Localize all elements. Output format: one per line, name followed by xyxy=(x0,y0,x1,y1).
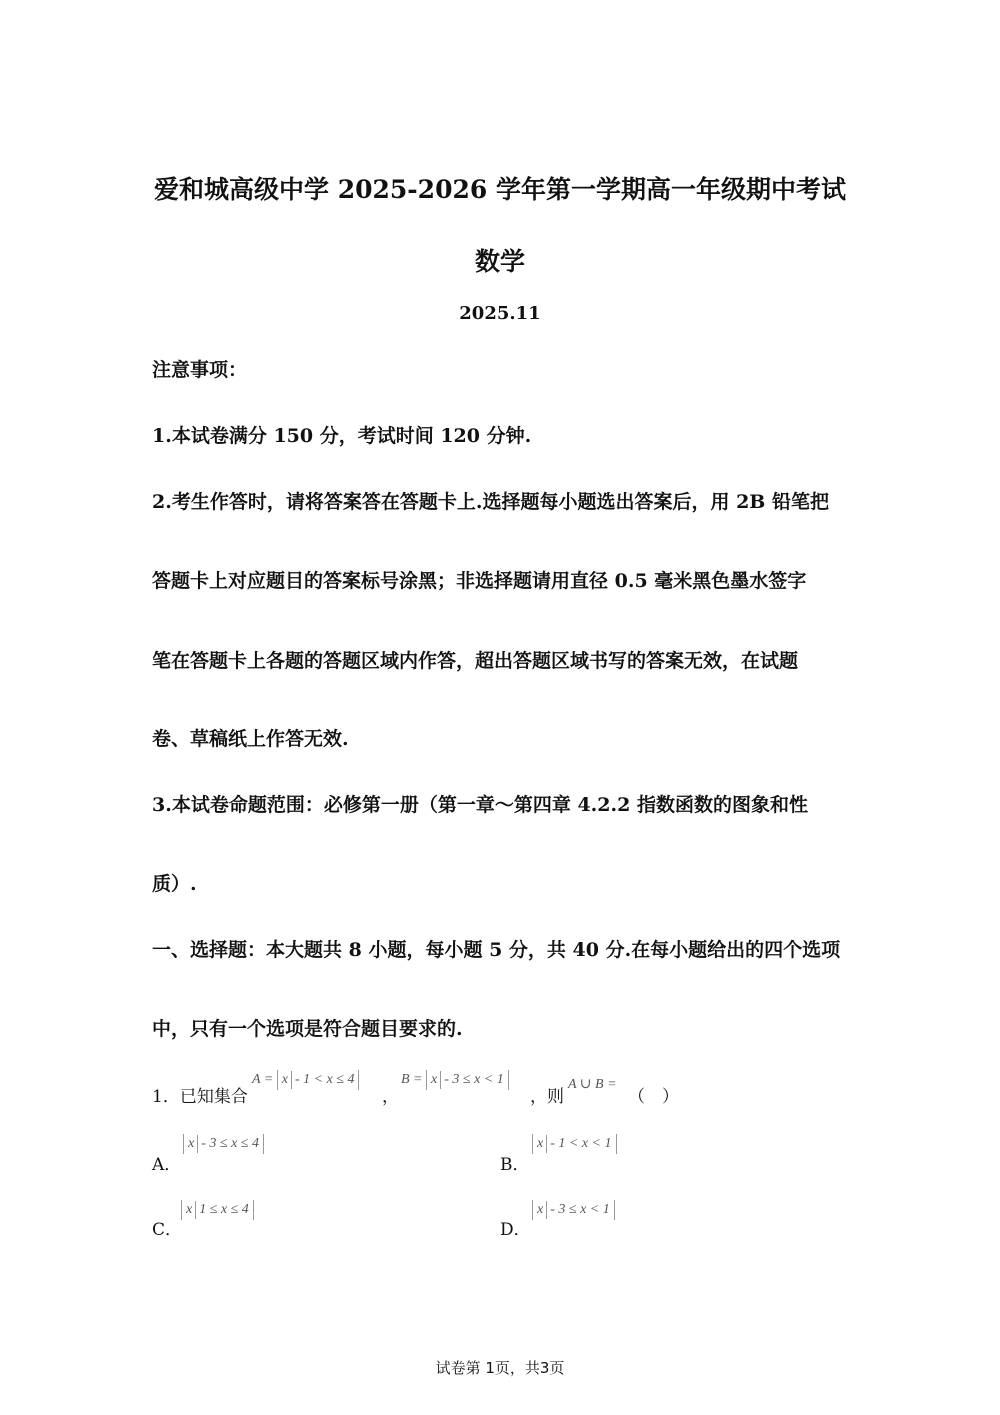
question-1-expression: A ∪ B = xyxy=(568,1077,617,1092)
option-b-braces xyxy=(532,1134,617,1154)
option-a-var: x xyxy=(188,1136,195,1151)
page-footer: 试卷第 1页，共3页 xyxy=(435,1359,565,1377)
option-b-cond: - 1 < x < 1 xyxy=(550,1136,612,1151)
set-a-cond: - 1 < x ≤ 4 xyxy=(294,1072,355,1087)
notice-item-2-line-2: 答题卡上对应题目的答案标号涂黑；非选择题请用直径 0.5 毫米黑色墨水签字 xyxy=(152,570,807,592)
option-c-set xyxy=(181,1200,254,1220)
option-a-set xyxy=(183,1134,264,1154)
notice-item-3-line-1: 3.本试卷命题范围：必修第一册（第一章～第四章 4.2.2 指数函数的图象和性 xyxy=(152,794,808,816)
option-b-bar xyxy=(546,1135,547,1153)
option-d-cond: - 3 ≤ x < 1 xyxy=(550,1202,610,1217)
set-a-name: A = xyxy=(252,1072,274,1087)
exam-date: 2025.11 xyxy=(459,303,541,324)
section-1-heading-line-1: 一、选择题：本大题共 8 小题，每小题 5 分，共 40 分.在每小题给出的四个选项 xyxy=(152,939,841,961)
set-b-name: B = xyxy=(401,1072,423,1087)
question-1-comma-1: ， xyxy=(382,1087,399,1107)
option-a-braces xyxy=(183,1134,264,1154)
question-1-answer-paren: （ ） xyxy=(628,1087,679,1107)
option-c-cond: 1 ≤ x ≤ 4 xyxy=(199,1202,249,1217)
notice-item-2-line-1: 2.考生作答时，请将答案答在答题卡上.选择题每小题选出答案后，用 2B 铅笔把 xyxy=(152,491,829,513)
option-d-set xyxy=(532,1200,615,1220)
notice-heading: 注意事项： xyxy=(152,359,248,381)
question-1-set-a xyxy=(252,1070,359,1090)
exam-subject: 数学 xyxy=(474,247,525,276)
option-a-label: A． xyxy=(152,1155,182,1175)
question-1-prefix: 1．已知集合 xyxy=(152,1087,248,1107)
option-d-var: x xyxy=(537,1202,544,1217)
exam-title: 爱和城高级中学 2025-2026 学年第一学期高一年级期中考试 xyxy=(154,175,846,204)
set-b-cond: - 3 ≤ x < 1 xyxy=(444,1072,504,1087)
option-d-label: D． xyxy=(500,1220,531,1240)
option-d-braces xyxy=(532,1200,615,1220)
option-d-bar xyxy=(546,1201,547,1219)
section-1-heading-line-2: 中，只有一个选项是符合题目要求的. xyxy=(152,1018,463,1040)
notice-item-3-line-2: 质）. xyxy=(152,873,197,895)
option-c-var: x xyxy=(186,1202,193,1217)
notice-item-2-line-4: 卷、草稿纸上作答无效. xyxy=(152,728,349,750)
option-c-bar xyxy=(195,1201,196,1219)
option-b-set xyxy=(532,1134,617,1154)
notice-item-2-line-3: 笔在答题卡上各题的答题区域内作答，超出答题区域书写的答案无效，在试题 xyxy=(152,650,799,672)
option-c-braces xyxy=(181,1200,254,1220)
option-a-bar xyxy=(197,1135,198,1153)
set-b-braces xyxy=(426,1070,509,1090)
option-b-label: B． xyxy=(500,1155,530,1175)
question-1-set-b xyxy=(401,1070,509,1090)
option-b-var: x xyxy=(537,1136,544,1151)
set-b-bar xyxy=(440,1071,441,1089)
set-a-bar xyxy=(291,1071,292,1089)
set-b-var: x xyxy=(431,1072,438,1087)
notice-item-1: 1.本试卷满分 150 分，考试时间 120 分钟. xyxy=(152,425,532,447)
set-a-braces xyxy=(277,1070,360,1090)
option-a-cond: - 3 ≤ x ≤ 4 xyxy=(201,1136,259,1151)
question-1-comma-2: ，则 xyxy=(530,1087,564,1107)
option-c-label: C． xyxy=(152,1220,183,1240)
set-a-var: x xyxy=(281,1072,288,1087)
